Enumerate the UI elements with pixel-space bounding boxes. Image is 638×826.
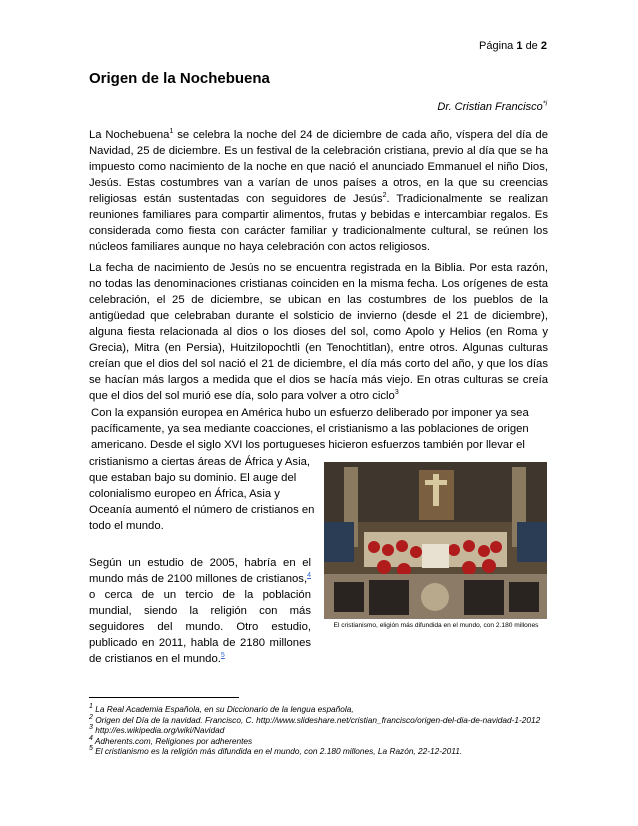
cathedral-mass-image (324, 462, 547, 619)
footnote-5: $^5$ El cristianismo es la religión más difundida en el mundo, con 2.180 millones, La Razón, 22-12-2011. (89, 745, 463, 756)
footnote-ref-4[interactable]: 4 (307, 572, 311, 580)
photo-caption: El cristianismo, eligión más difundida en el mundo, con 2.180 millones (333, 622, 539, 629)
footnote-2: $^2$ Origen del Día de la navidad. Francisco, C. http://www.slideshare.net/cristian_francisco/origen-del-dia-de-navidad-1-2012 (89, 713, 541, 725)
paragraph-3-continued: cristianismo a ciertas áreas de África y Asia, que estaban bajo su dominio. El auge del colonialismo europeo en África, Asia y Oceanía aumentó el número de cristianos en todo el mundo. (89, 456, 315, 532)
footnote-1: $^1$ La Real Academia Española, en su Diccionario de la lengua española, (89, 703, 354, 714)
footnote-4: $^4$ Adherents.com, Religiones por adherentes (89, 734, 253, 746)
footnotes (89, 704, 559, 757)
paragraph-2: La fecha de nacimiento de Jesús no se encuentra registrada en la Biblia. Por esta razón, no todas las denominaciones cristianas coinciden en la misma fecha. Los orígenes de esta celebración, el 25 de diciembre, se ubican en las costumbres de los pueblos de la antigüedad que celebraban durante el solsticio de invierno (desde el 21 de diciembre), alguna fiesta relacionada al dios o los dioses del sol, como Apolo y Helios (en Roma y Grecia), Mitra (en Persia), Huitzilopochtli (en Tenochtitlan), entre otros. Algunas culturas creían que el dios del sol nació el 21 de diciembre, el día más corto del año, y que los días se hacían más largos a medida que el dios se hacía más viejo. En otras culturas se creía que el dios del sol murió ese día, solo para volver a otro ciclo$^3$ (89, 262, 548, 402)
paragraph-4: Según un estudio de 2005, habría en el mundo más de 2100 millones de cristianos,$^4$ o cerca de un tercio de la población mundial, siendo la religión con más seguidores del mundo. Otro estudio, publicado en 2011, habla de 2180 millones de cristianos en el mundo.$^5$ (89, 557, 311, 665)
footnote-3: $^3$ http://es.wikipedia.org/wiki/Navidad (89, 724, 225, 735)
page-number: Página 1 de 2 (479, 40, 547, 52)
cathedral-mass-photo (324, 462, 547, 619)
footnote-ref-5[interactable]: 5 (220, 652, 225, 660)
author-line: Dr. Cristian Francisco$^{*i}$ (437, 100, 547, 113)
paragraph-3: Con la expansión europea en América hubo un esfuerzo deliberado por imponer ya sea pacíficamente, ya sea mediante coacciones, el cristianismo a las poblaciones de origen americano. Desde el siglo XVI los portugueses hicieron esfuerzos también por llevar el (91, 407, 529, 451)
footnote-separator (89, 697, 239, 698)
paragraph-1: La Nochebuena$^1$ se celebra la noche del 24 de diciembre de cada año, víspera del día de Navidad, 25 de diciembre. Es un festival de la celebración cristiana, previo al día que se ha impuesto como nacimiento de la noche en que nació el anunciado Emmanuel el niño Dios, Jesús. Estas costumbres van a varían de unos países a otros, en la que su creencias religiosas están sustentadas con seguidores de Jesús$^2$. Tradicionalmente se realizan reuniones familiares para compartir alimentos, frutas y bebidas e intercambiar regalos. Es considerada como fiesta con carácter familiar y tradicionalmente cultural, se reúnen los núcleos familiares aunque no haya celebración con actos religiosos. (89, 128, 548, 253)
document-title: Origen de la Nochebuena (89, 70, 270, 87)
